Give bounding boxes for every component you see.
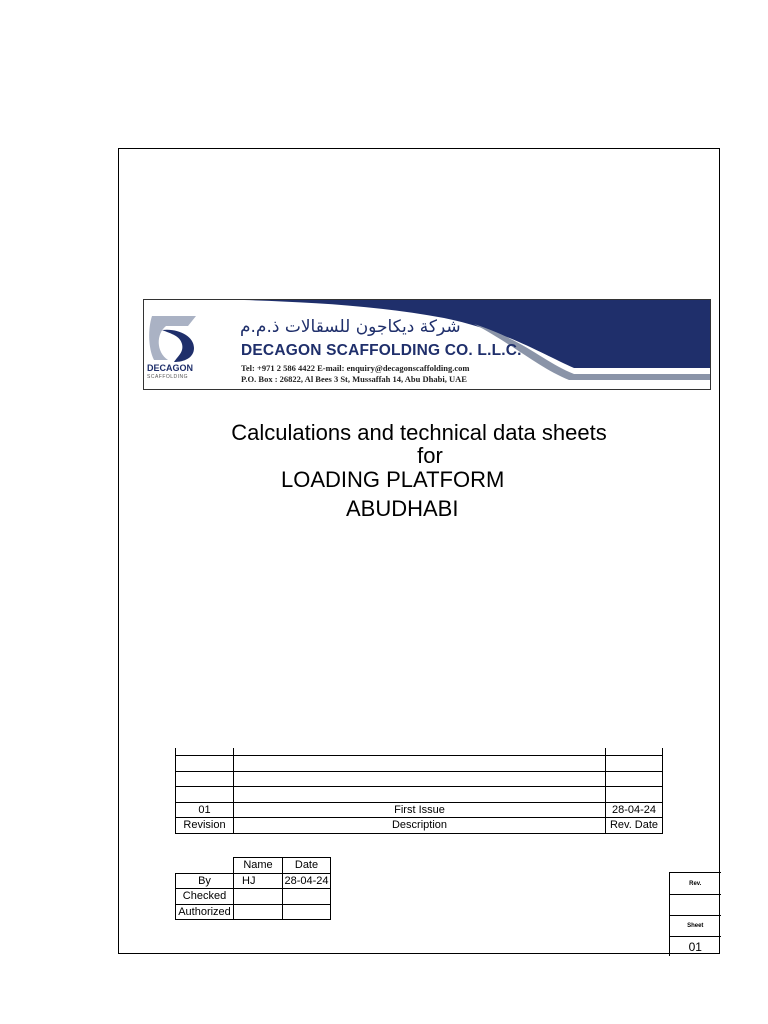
check-date [283,889,331,905]
document-title-line-2: for [417,443,443,468]
revision-description: First Issue [234,802,606,818]
rev-value [670,895,721,916]
row-label: Authorized [176,904,234,920]
table-header-row [176,858,331,874]
signoff-table [175,857,331,920]
table-row [176,889,331,905]
document-title-line-3: LOADING PLATFORM [281,467,505,492]
sheet-label: Sheet [670,916,721,937]
rev-label: Rev. [670,873,721,895]
revision-date: 28-04-24 [606,802,663,818]
logo-subtext: SCAFFOLDING [147,374,189,380]
title-block [669,872,721,956]
table-header-row [176,818,663,834]
table-row [176,904,331,920]
decagon-logo-icon [148,314,200,364]
revision-number: 01 [176,802,234,818]
company-name: DECAGON SCAFFOLDING CO. L.L.C. [241,342,522,359]
checker-name [234,889,283,905]
rev-date-header: Rev. Date [606,818,663,834]
arabic-company-name: شركة ديكاجون للسقالات ذ.م.م [240,317,461,337]
row-label: By [176,873,234,889]
description-header: Description [234,818,606,834]
authorizer-name [234,904,283,920]
authorize-date [283,904,331,920]
document-title-line-4: ABUDHABI [346,496,459,521]
table-row [176,802,663,818]
document-title-line-1: Calculations and technical data sheets [231,420,607,445]
revision-header: Revision [176,818,234,834]
sign-date: 28-04-24 [284,874,329,887]
signer-name: HJ [234,873,283,889]
date-header: Date [283,858,331,874]
contact-line-2: P.O. Box : 26822, Al Bees 3 St, Mussaffah 14, Abu Dhabi, UAE [241,374,467,384]
table-row [176,873,331,889]
company-banner [143,299,711,390]
contact-line-1: Tel: +971 2 586 4422 E-mail: enquiry@decagonscaffolding.com [241,363,470,373]
logo-text: DECAGON [147,363,194,373]
revision-table [175,748,663,834]
name-header: Name [234,858,283,874]
sheet-value: 01 [670,937,721,957]
row-label: Checked [176,889,234,905]
